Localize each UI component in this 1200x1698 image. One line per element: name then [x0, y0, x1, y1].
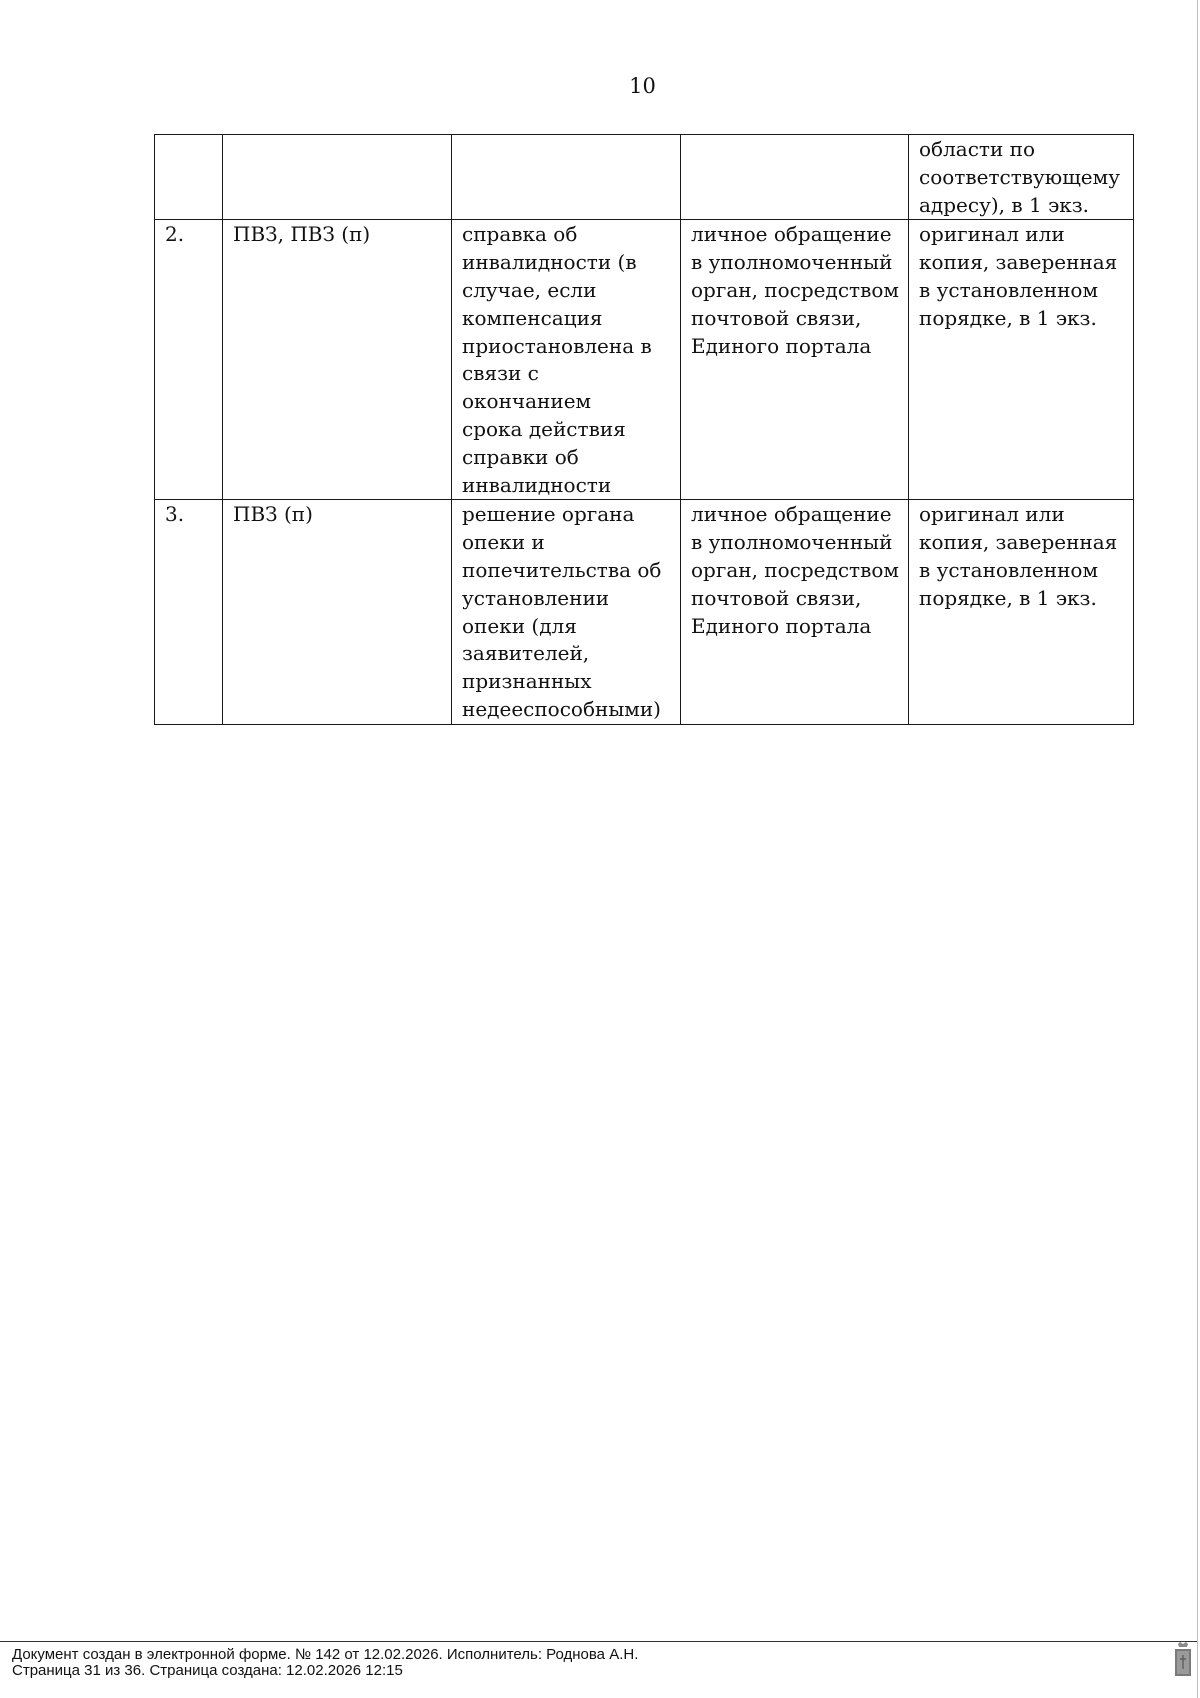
table-cell-form: оригинал или копия, заверенная в установленном порядке, в 1 экз. [909, 220, 1134, 500]
table-cell-category: ПВЗ, ПВЗ (п) [223, 220, 452, 500]
table-cell-category: ПВЗ (п) [223, 500, 452, 724]
table-cell-submission-method [681, 135, 909, 220]
document-table [154, 134, 1134, 725]
table-row [155, 220, 1134, 500]
table-cell-submission-method: личное обращение в уполномоченный орган, посредством почтовой связи, Единого портала [681, 500, 909, 724]
table-cell-document: справка об инвалидности (в случае, если компенсация приостановлена в связи с окончанием срока действия справки об инвалидности [452, 220, 681, 500]
table-cell-number: 2. [155, 220, 223, 500]
table-cell-form: области по соответствующему адресу), в 1 экз. [909, 135, 1134, 220]
table-cell-document [452, 135, 681, 220]
coat-of-arms-icon [1172, 1641, 1194, 1681]
table-cell-number [155, 135, 223, 220]
table-cell-number: 3. [155, 500, 223, 724]
table-cell-category [223, 135, 452, 220]
table-row [155, 500, 1134, 724]
table-cell-submission-method: личное обращение в уполномоченный орган, посредством почтовой связи, Единого портала [681, 220, 909, 500]
footer-line-page: Страница 31 из 36. Страница создана: 12.02.2026 12:15 [12, 1662, 403, 1679]
page-edge [1197, 0, 1198, 1698]
footer-line-document: Документ создан в электронной форме. № 142 от 12.02.2026. Исполнитель: Роднова А.Н. [12, 1646, 639, 1663]
page-number: 10 [629, 74, 656, 98]
footer-divider [0, 1641, 1197, 1642]
table-cell-form: оригинал или копия, заверенная в установленном порядке, в 1 экз. [909, 500, 1134, 724]
table-cell-document: решение органа опеки и попечительства об установлении опеки (для заявителей, признанных недееспособными) [452, 500, 681, 724]
table-row [155, 135, 1134, 220]
footer [12, 1647, 638, 1679]
